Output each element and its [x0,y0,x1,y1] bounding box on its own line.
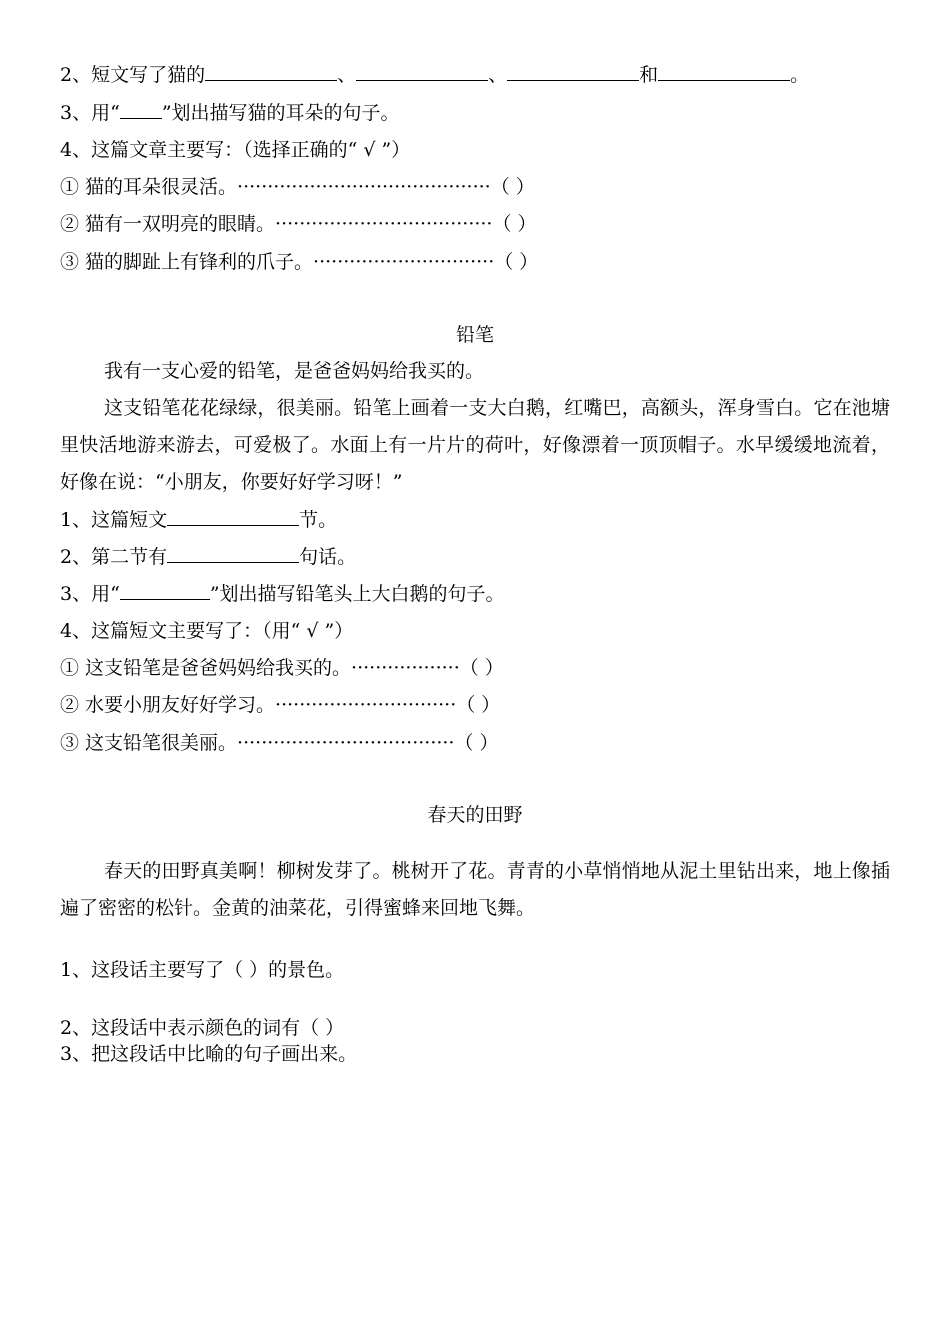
q2-prefix: 2、第二节有 [60,546,168,568]
option-text: ③ 这支铅笔很美丽。 [60,732,238,754]
leader-dots: ···································· [275,213,493,235]
answer-blank[interactable] [205,62,337,81]
pencil-question-3 [60,581,505,607]
spring-question-2: 2、这段话中表示颜色的词有（ ） [60,1017,345,1039]
answer-blank[interactable] [356,62,488,81]
pencil-question-2 [60,544,356,570]
pencil-paragraph-1: 我有一支心爱的铅笔，是爸爸妈妈给我买的。 [104,360,485,382]
option-text: ② 猫有一双明亮的眼睛。 [60,213,276,235]
cat-option-3 [60,249,538,275]
answer-paren[interactable]: （ ） [454,732,499,754]
separator: 、 [488,64,508,86]
cat-option-2 [60,211,537,237]
answer-blank[interactable] [658,62,790,81]
pencil-question-4: 4、这篇短文主要写了：（用“ √ ”） [60,620,354,642]
leader-dots: ······························ [275,694,457,716]
answer-paren[interactable]: （ ） [490,176,535,198]
q3-suffix: ”划出描写铅笔头上大白鹅的句子。 [209,583,505,605]
leader-dots: ···································· [237,732,455,754]
pencil-option-2 [60,692,500,718]
leader-dots: ·········································· [237,176,491,198]
underline-sample [120,100,162,119]
spring-question-1: 1、这段话主要写了（ ）的景色。 [60,959,345,981]
underline-sample [120,581,210,600]
answer-blank[interactable] [167,544,299,563]
cat-question-4: 4、这篇文章主要写：（选择正确的“ √ ”） [60,139,411,161]
answer-paren[interactable]: （ ） [459,657,504,679]
separator: 、 [337,64,357,86]
cat-option-1 [60,174,535,200]
pencil-title: 铅笔 [455,324,494,346]
pencil-option-3 [60,730,499,756]
option-text: ① 猫的耳朵很灵活。 [60,176,238,198]
q1-prefix: 1、这篇短文 [60,509,168,531]
option-text: ③ 猫的脚趾上有锋利的爪子。 [60,251,314,273]
cat-question-2 [60,62,809,88]
q3-prefix: 3、用“ [60,102,120,124]
pencil-paragraph-2: 这支铅笔花花绿绿，很美丽。铅笔上画着一支大白鹅，红嘴巴，高额头，浑身雪白。它在池塘里快活地游来游去，可爱极了。水面上有一片片的荷叶，好像漂着一顶顶帽子。水早缓缓地流着，好像在说：“小朋友，你要好好学习呀！” [60,397,890,493]
answer-blank[interactable] [167,507,299,526]
q3-suffix: ”划出描写猫的耳朵的句子。 [161,102,400,124]
answer-paren[interactable]: （ ） [492,213,537,235]
answer-blank[interactable] [507,62,639,81]
period: 。 [790,64,810,86]
answer-paren[interactable]: （ ） [456,694,501,716]
spring-question-3: 3、把这段话中比喻的句子画出来。 [60,1043,358,1065]
q3-prefix: 3、用“ [60,583,120,605]
conjunction: 和 [639,64,659,86]
spring-title: 春天的田野 [427,804,523,826]
pencil-question-1 [60,507,337,533]
spring-paragraph: 春天的田野真美啊！柳树发芽了。桃树开了花。青青的小草悄悄地从泥土里钻出来，地上像插遍了密密的松针。金黄的油菜花，引得蜜蜂来回地飞舞。 [60,860,890,919]
option-text: ① 这支铅笔是爸爸妈妈给我买的。 [60,657,352,679]
leader-dots: ·················· [351,657,460,679]
option-text: ② 水要小朋友好好学习。 [60,694,276,716]
leader-dots: ······························ [313,251,495,273]
answer-paren[interactable]: （ ） [494,251,539,273]
q2-suffix: 句话。 [299,546,357,568]
q2-prefix: 2、短文写了猫的 [60,64,206,86]
pencil-option-1 [60,655,504,681]
cat-question-3 [60,100,400,126]
q1-suffix: 节。 [299,509,338,531]
